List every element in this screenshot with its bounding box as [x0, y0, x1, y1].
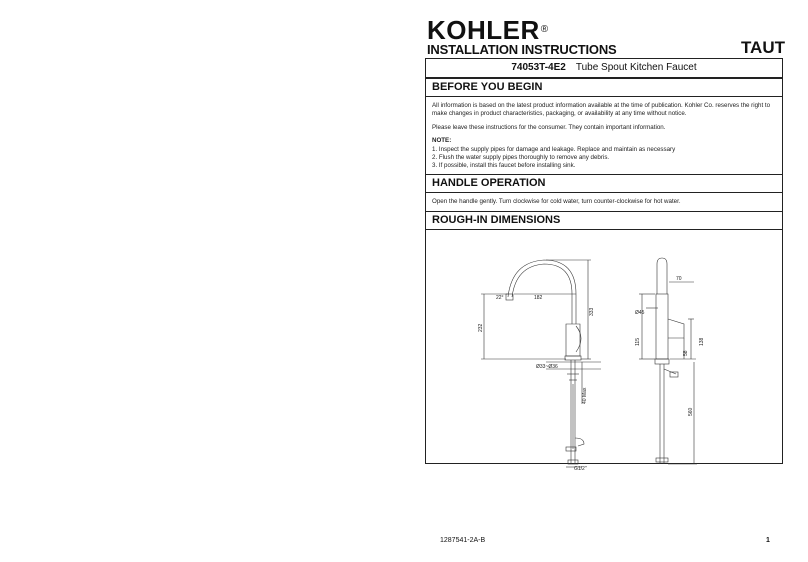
dim-hose: 560 — [688, 407, 694, 416]
dim-58: 58 — [683, 350, 689, 356]
dim-height-right: 333 — [589, 307, 595, 316]
content-frame — [425, 58, 783, 472]
dim-angle: 22° — [496, 295, 504, 301]
dim-body-dia: Ø45 — [635, 310, 645, 316]
before-para-1: All information is based on the latest product information available at the time of publication. Kohler Co. reserves the right to make changes in product characteristics, packaging, or availability at any time without notice. — [432, 102, 771, 118]
dim-deck: 40 Max — [582, 387, 588, 404]
kohler-logo: KOHLER® — [427, 15, 549, 45]
note-item: 1. Inspect the supply pipes for damage and leakage. Replace and maintain as necessary — [432, 145, 676, 153]
rough-in-drawing — [426, 234, 782, 472]
document-code: 1287541-2A-B — [440, 537, 486, 544]
before-para-2: Please leave these instructions for the consumer. They contain important information. — [432, 123, 666, 131]
dim-top-width: 70 — [676, 276, 682, 282]
document-title: INSTALLATION INSTRUCTIONS — [427, 42, 617, 57]
note-label: NOTE: — [432, 137, 452, 145]
dim-reach: 182 — [534, 295, 543, 301]
dim-height-left: 232 — [478, 323, 484, 332]
model-code: 74053T-4E2 — [511, 62, 566, 73]
section-title-handle: HANDLE OPERATION — [426, 174, 782, 193]
dim-thread: G1/2" — [574, 466, 587, 472]
section-title-rough: ROUGH-IN DIMENSIONS — [426, 211, 782, 230]
before-body — [432, 102, 777, 171]
handle-body: Open the handle gently. Turn clockwise for cold water, turn counter-clockwise for hot water. — [432, 198, 681, 205]
note-item: 3. If possible, install this faucet before installing sink. — [432, 162, 576, 170]
product-name: Tube Spout Kitchen Faucet — [575, 62, 697, 73]
note-item: 2. Flush the water supply pipes thoroughly to remove any debris. — [432, 154, 610, 162]
collection-name: TAUT — [740, 38, 785, 57]
model-row — [426, 59, 782, 78]
page-number: 1 — [766, 537, 770, 544]
section-title-before: BEFORE YOU BEGIN — [426, 78, 782, 97]
dim-base-dia: Ø33~Ø36 — [536, 364, 558, 370]
dim-115: 115 — [635, 338, 641, 346]
dim-138: 138 — [699, 337, 705, 346]
